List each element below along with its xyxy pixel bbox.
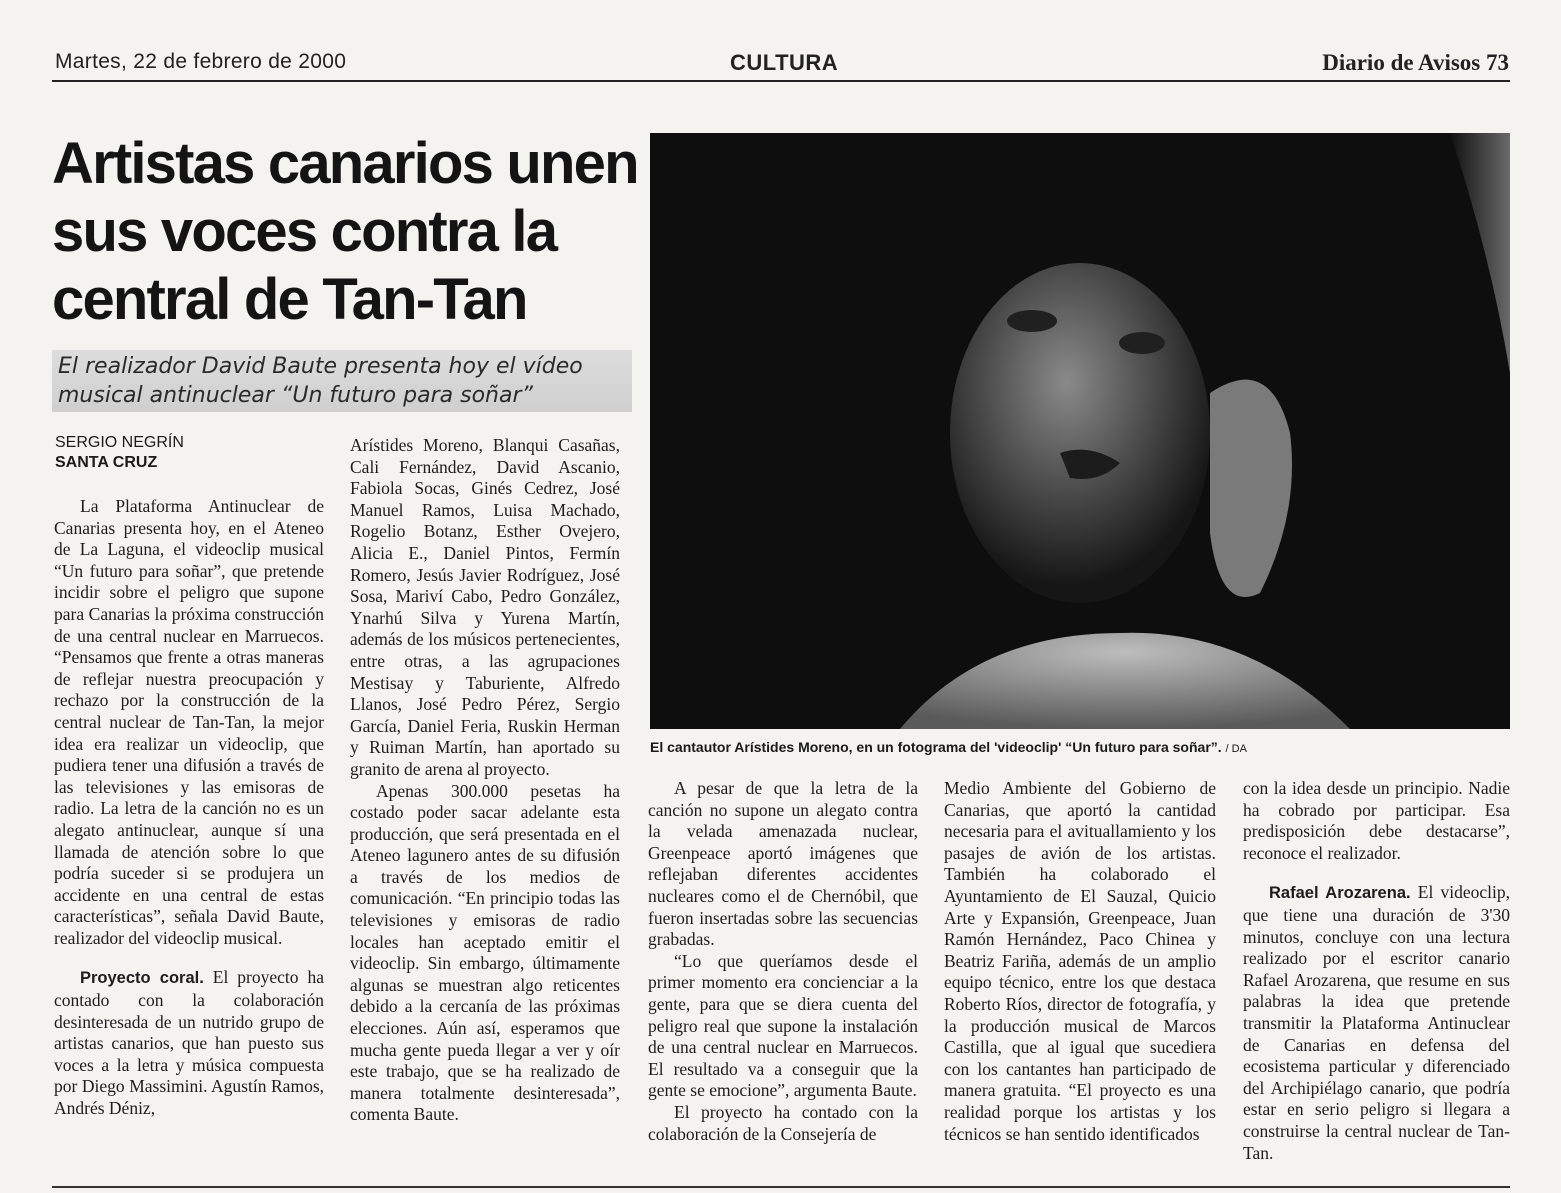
paragraph: A pesar de que la letra de la canción no supone un alegato contra la velada amenazada nuclear, Greenpeace aportó imágenes que reflejaban diferentes accidentes nucleares como el de Chernóbil, que fueron insertadas sobre las secuencias grabadas. [648,778,918,950]
byline-author: SERGIO NEGRÍN [55,434,184,451]
paragraph: con la idea desde un principio. Nadie ha cobrado por participar. Esa predisposición debe destacarse”, reconoce el realizador. [1243,778,1510,863]
paragraph [1243,882,1510,1164]
article-column-3 [648,778,918,1145]
paragraph: Arístides Moreno, Blanqui Casañas, Cali Fernández, David Ascanio, Fabiola Socas, Ginés Cedrez, José Manuel Ramos, Luisa Machado, Rogelio Botanz, Esther Ovejero, Alicia E., Daniel Pintos, Fermín Romero, Jesús Javier Rodríguez, José Sosa, Mariví Cabo, Pedro González, Ynarhú Silva y Yurena Martín, además de los músicos pertenecientes, entre otras, a las agrupaciones Mestisay y Taburiente, Alfredo Llanos, José Pedro Pérez, Sergio García, Daniel Feria, Ruskin Herman y Ruiman Martín, han aportado su granito de arena al proyecto. [350,435,620,779]
paragraph-text: El videoclip, que tiene una duración de 3'30 minutos, concluye con una lectura realizado por el escritor canario Rafael Arozarena, que resume en sus palabras la idea que pretende transmitir la Plataforma Antinuclear de Canarias en defensa del ecosistema particular y diferenciado del Archipiélago canario, que podría estar en serio peligro si llegara a construirse la central nuclear de Tan-Tan. [1243,882,1510,1163]
paragraph: El proyecto ha contado con la colaboración de la Consejería de [648,1101,918,1144]
byline-location: SANTA CRUZ [55,454,158,471]
caption-text: El cantautor Arístides Moreno, en un fotograma del 'videoclip' “Un futuro para soñar”. [650,739,1222,755]
paragraph: Medio Ambiente del Gobierno de Canarias, que aportó la cantidad necesaria para el avituallamiento y los pasajes de avión de los artistas. También ha colaborado el Ayuntamiento de El Sauzal, Quicio Arte y Expansión, Greenpeace, Juan Ramón Hernández, Paco Chinea y Beatriz Fariña, además de un amplio equipo técnico, entre los que destaca Roberto Ríos, director de fotografía, y la producción musical de Marcos Castilla, que al igual que sucediera con los cantantes han participado de manera gratuita. “El proyecto es una realidad porque los artistas y los técnicos se han sentido identificados [944,778,1216,1144]
byline [55,433,184,473]
subheadline: El realizador David Baute presenta hoy el vídeo musical antinuclear “Un futuro para soñar” [52,350,632,412]
portrait-photo-image [650,133,1510,729]
paragraph: “Lo que queríamos desde el primer momento era concienciar a la gente, para que se diera cuenta del peligro real que supone la instalación de una central nuclear en Marruecos. El resultado va a conseguir que la gente se emocione”, argumenta Baute. [648,950,918,1101]
newspaper-name-page: Diario de Avisos 73 [1322,50,1509,75]
headline: Artistas canarios unen sus voces contra la central de Tan-Tan [52,131,638,332]
article-column-4 [944,778,1216,1145]
article-column-2 [350,435,620,1126]
paragraph: Apenas 300.000 pesetas ha costado poder sacar adelante esta producción, que será presentada en el Ateneo lagunero antes de su difusión a través de los medios de comunicación. “En principio todas las televisiones y emisoras de radio locales han aceptado emitir el videoclip. Sin embargo, últimamente algunas se muestran algo reticentes debido a la cercanía de las próximas elecciones. Aún así, esperamos que mucha gente pueda llegar a ver y oír este trabajo, que se ha realizado de manera totalmente desinteresada”, comenta Baute. [350,780,620,1125]
paragraph [54,967,324,1119]
subsection-lead: Rafael Arozarena. [1269,884,1411,903]
article-column-1 [54,496,324,1120]
article-column-5 [1243,778,1510,1164]
photo-caption [650,739,1510,755]
paragraph: La Plataforma Antinuclear de Canarias presenta hoy, en el Ateneo de La Laguna, el videoclip musical “Un futuro para soñar”, que pretende incidir sobre el peligro que supone para Canarias la próxima construcción de una central nuclear en Marruecos. “Pensamos que frente a otras maneras de reflejar nuestra preocupación y rechazo por la construcción de la central nuclear de Tan-Tan, la mejor idea era realizar un videoclip, que pudiera tener una difusión a través de las televisiones y las emisoras de radio. La letra de la canción no es un alegato antinuclear, aunque sí una llamada de atención sobre lo que podría suceder si se produjera un accidente en una central de estas características”, señala David Baute, realizador del videoclip musical. [54,496,324,948]
article-photo [650,133,1510,729]
section-name: CULTURA [730,50,839,75]
bottom-rule [52,1186,1510,1188]
paragraph-text: El proyecto ha contado con la colaboración desinteresada de un nutrido grupo de artistas canarios, que han puesto sus voces a la letra y música compuesta por Diego Massimini. Agustín Ramos, Andrés Déniz, [54,967,325,1119]
header-rule [52,80,1510,82]
subsection-lead: Proyecto coral. [80,969,204,988]
photo-credit: / DA [1225,743,1247,755]
header-date: Martes, 22 de febrero de 2000 [55,50,347,73]
